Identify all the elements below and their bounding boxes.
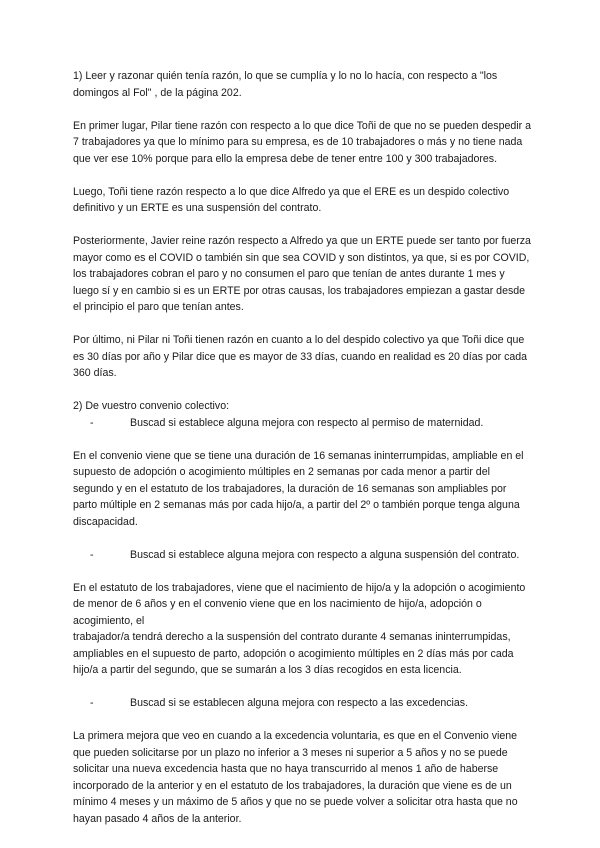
- q1-paragraph-javier: Posteriormente, Javier reine razón respecto a Alfredo ya que un ERTE puede ser tanto por fuerza mayor como es el COVID o también sin que sea COVID y son distintos, ya que, si es por COVID, los trabajadores cobran el paro y no consumen el paro que tenían de antes durante 1 mes y luego sí y en cambio si es un ERTE por otras causas, los trabajadores empiezan a gastar desde el principio el paro que tenían antes.: [73, 235, 531, 313]
- bullet-item-suspension: [73, 547, 533, 564]
- bullet-item-text: Buscad si establece alguna mejora con respecto a alguna suspensión del contrato.: [130, 548, 520, 561]
- bullet-dash: -: [90, 416, 94, 429]
- answer-maternity: En el convenio viene que se tiene una duración de 16 semanas ininterrumpidas, ampliable en el supuesto de adopción o acogimiento múltiples en 2 semanas por cada menor a partir del segundo y en el estatuto de los trabajadores, la duración de 16 semanas son ampliables por parto múltiple en 2 semanas más por cada hijo/a, a partir del 2º o también porque tenga alguna discapacidad.: [73, 449, 524, 528]
- answer-excedencias: La primera mejora que veo en cuando a la excedencia voluntaria, es que en el Convenio viene que pueden solicitarse por un plazo no inferior a 3 meses ni superior a 5 años y no se puede solicitar una nueva excedencia hasta que no haya transcurrido al menos 1 año de haberse incorporado de la anterior y en el estatuto de los trabajadores, la duración que viene es de un mínimo 4 meses y un máximo de 5 años y que no se puede volver a solicitar otra hasta que no hayan pasado 4 años de la anterior.: [73, 730, 518, 825]
- answer-suspension-part-1: En el estatuto de los trabajadores, viene que el nacimiento de hijo/a y la adopción o acogimiento de menor de 6 años y en el convenio viene que en los nacimiento de hijo/a, adopción o acogimiento, el: [73, 581, 526, 627]
- bullet-item-excedencias: [73, 695, 533, 712]
- q1-paragraph-pilar: En primer lugar, Pilar tiene razón con respecto a lo que dice Toñi de que no se pueden despedir a 7 trabajadores ya que lo mínimo para su empresa, es de 10 trabajadores o más y no tiene nada que ver ese 10% porque para ello la empresa debe de tener entre 100 y 300 trabajadores.: [73, 119, 531, 165]
- bullet-item-text: Buscad si establece alguna mejora con respecto al permiso de maternidad.: [130, 416, 484, 429]
- bullet-item-text: Buscad si se establecen alguna mejora con respecto a las excedencias.: [130, 697, 469, 709]
- document-page: [73, 68, 533, 827]
- question-1-heading: 1) Leer y razonar quién tenía razón, lo que se cumplía y lo no lo hacía, con respecto a "los domingos al Fol" , de la página 202.: [73, 70, 498, 99]
- question-2-heading: 2) De vuestro convenio colectivo:: [73, 400, 230, 412]
- bullet-dash: -: [90, 548, 94, 561]
- answer-suspension-part-2: trabajador/a tendrá derecho a la suspensión del contrato durante 4 semanas ininterrumpidas, ampliables en el supuesto de parto, adopción o acogimiento múltiples en 2 días más por cada hijo/a a partir del segundo, que se sumarán a los 3 días recogidos en esta licencia.: [73, 631, 514, 676]
- q1-paragraph-toni: Luego, Toñi tiene razón respecto a lo que dice Alfredo ya que el ERE es un despido colectivo definitivo y un ERTE es una suspensión del contrato.: [73, 185, 510, 214]
- q1-paragraph-conclusion: Por último, ni Pilar ni Toñi tienen razón en cuanto a lo del despido colectivo ya que Toñi dice que es 30 días por año y Pilar dice que es mayor de 33 días, cuando en realidad es 20 días por cada 360 días.: [73, 334, 528, 379]
- bullet-dash: -: [90, 697, 94, 709]
- bullet-item-maternity: [73, 415, 533, 432]
